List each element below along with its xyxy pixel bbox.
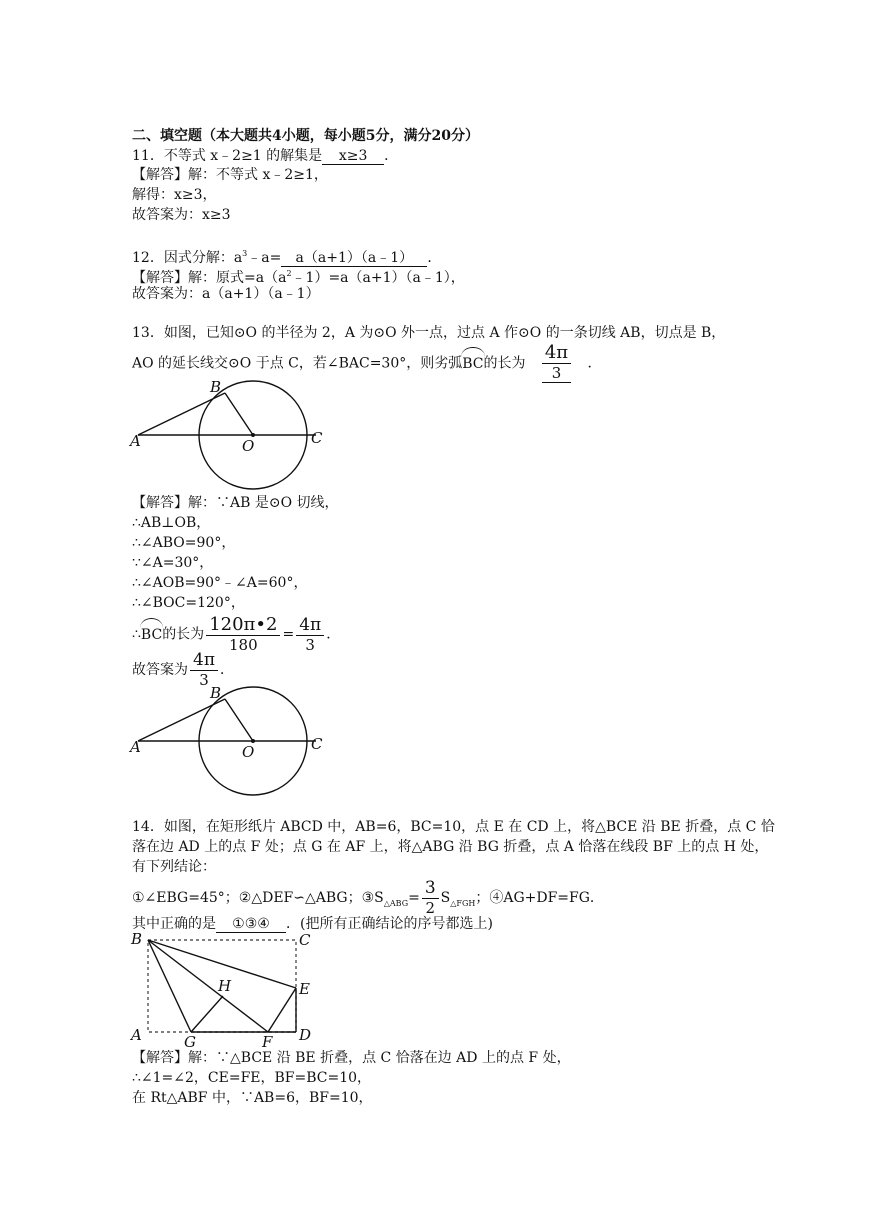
q12-mid: ﹣a=	[247, 250, 282, 266]
label-h: H	[218, 977, 232, 995]
q11-solution-line: 故答案为：x≥3	[132, 207, 231, 223]
q14-option-text: ①∠EBG=45°；②△DEF∽△ABG；③S	[132, 890, 384, 906]
q13-solution-line: 【解答】解：∵AB 是⊙O 切线，	[132, 495, 339, 511]
segment-bf	[148, 940, 268, 1032]
q12-prefix: 12．因式分解：a	[132, 250, 243, 266]
q12-suffix: ．	[427, 250, 442, 266]
equals-sign: =	[282, 626, 295, 643]
radius-ob	[225, 393, 253, 435]
q13-period: ．	[587, 355, 602, 372]
segment-bg	[148, 940, 191, 1032]
segment-gh	[191, 996, 223, 1032]
q13-solution-line: ∴AB⊥OB，	[132, 515, 211, 531]
label-e: E	[299, 980, 310, 998]
label-a: A	[130, 738, 141, 756]
label-c: C	[311, 429, 323, 447]
equals-sign: =	[408, 890, 420, 906]
arc-bc: BC	[462, 349, 483, 375]
fraction-numerator: 4π	[190, 652, 218, 671]
q11-solution-line: 【解答】解：不等式 x﹣2≥1，	[132, 167, 328, 183]
fraction-numerator: 4π	[296, 617, 324, 636]
q14-solution-line: 在 Rt△ABF 中，∵AB=6，BF=10，	[132, 1090, 373, 1106]
q13-question-line: 13．如图，已知⊙O 的半径为 2，A 为⊙O 外一点，过点 A 作⊙O 的一条切线 AB，切点是 B，	[132, 325, 726, 341]
q13-answer-denominator: 3	[551, 364, 562, 382]
radius-ob	[225, 699, 253, 741]
label-o: O	[242, 437, 255, 455]
fraction-numerator: 120π•2	[206, 616, 280, 636]
label-b: B	[210, 684, 222, 702]
q12-exponent: 3	[242, 249, 248, 258]
q12-sol-exponent: 2	[286, 269, 292, 278]
q12-solution-line	[132, 265, 465, 287]
q11-solution-line: 解得：x≥3，	[132, 187, 217, 203]
q14-option-text: S	[440, 890, 451, 906]
q11-prefix: 11．不等式 x﹣2≥1 的解集是	[132, 148, 323, 164]
q14-correct-suffix: ．(把所有正确结论的序号都选上)	[286, 916, 493, 932]
fraction-denominator: 3	[199, 671, 209, 689]
fraction-result	[296, 614, 324, 654]
q13-answer-numerator: 4π	[542, 344, 571, 364]
q12-answer: a（a+1）（a﹣1）	[281, 250, 427, 267]
q14-solution-line: ∴∠1=∠2，CE=FE，BF=BC=10，	[132, 1070, 372, 1086]
q14-answer: ①③④	[216, 916, 286, 933]
q13-circle-figure	[128, 378, 328, 494]
arc-bc: BC	[141, 620, 162, 646]
q13-solution-line: ∴∠BOC=120°，	[132, 595, 245, 611]
q13-period: ．	[326, 626, 341, 643]
q14-correct-prefix: 其中正确的是	[132, 916, 216, 932]
label-a: A	[130, 432, 141, 450]
q13-period: ．	[220, 662, 234, 678]
q14-solution-line: 【解答】解：∵△BCE 沿 BE 折叠，点 C 恰落在边 AD 上的点 F 处，	[132, 1050, 571, 1066]
q11-answer: x≥3	[322, 148, 384, 165]
q12-question	[132, 245, 441, 267]
q13-line2-part: 的长为	[483, 355, 526, 372]
q12-sol-part: 【解答】解：原式=a（a	[132, 270, 287, 286]
q13-circle-figure-repeat	[128, 684, 328, 800]
q13-solution-line: ∴∠AOB=90°﹣∠A=60°，	[132, 575, 308, 591]
label-f: F	[262, 1033, 273, 1048]
q14-options	[132, 880, 604, 917]
label-g: G	[184, 1033, 196, 1048]
q12-sol-part: ﹣1）=a（a+1）（a﹣1），	[291, 270, 465, 286]
fraction-numerator: 3	[422, 880, 439, 899]
q13-solution-line: ∴∠ABO=90°，	[132, 535, 236, 551]
q14-subscript: △ABG	[383, 898, 409, 908]
label-d: D	[299, 1026, 312, 1044]
q14-question-line: 有下列结论：	[132, 859, 216, 875]
label-c: C	[311, 735, 323, 753]
segment-fe	[268, 988, 296, 1032]
label-c: C	[299, 931, 311, 949]
q11-suffix: ．	[384, 148, 399, 164]
q11-question	[132, 147, 398, 165]
q13-solution-arc-length	[132, 616, 340, 653]
fraction-denominator: 3	[305, 635, 315, 654]
label-b: B	[131, 930, 143, 948]
q13-sol-text: 的长为	[162, 626, 205, 643]
tangent-ab	[138, 393, 225, 435]
q13-solution-answer	[132, 652, 234, 688]
fraction-denominator: 180	[229, 636, 258, 654]
q12-solution-line: 故答案为：a（a+1）（a﹣1）	[132, 286, 320, 302]
q14-question-line: 落在边 AD 上的点 F 处；点 G 在 AF 上，将△ABG 沿 BG 折叠，点 A 恰落在线段 BF 上的点 H 处，	[132, 839, 769, 855]
label-a: A	[131, 1026, 142, 1044]
label-o: O	[242, 743, 255, 761]
fraction-denominator: 2	[425, 899, 436, 917]
fraction-arc-formula	[206, 616, 280, 653]
tangent-ab	[138, 699, 225, 741]
q14-option-text: ；④AG+DF=FG．	[475, 890, 604, 906]
q13-therefore: ∴	[132, 626, 141, 643]
q14-question-line: 14．如图，在矩形纸片 ABCD 中，AB=6，BC=10，点 E 在 CD 上，将△BCE 沿 BE 折叠，点 C 恰	[132, 819, 775, 835]
q14-subscript: △FGH	[450, 898, 476, 908]
q13-solution-line: ∵∠A=30°，	[132, 555, 214, 571]
q13-answer-blank	[526, 344, 588, 383]
q13-answer-label: 故答案为	[132, 662, 188, 678]
q13-line2-part: AO 的延长线交⊙O 于点 C，若∠BAC=30°，则劣弧	[132, 355, 463, 372]
section-title: 二、填空题（本大题共4小题，每小题5分，满分20分）	[132, 128, 479, 144]
fraction-three-halves	[422, 880, 439, 916]
label-b: B	[210, 378, 222, 396]
fraction-answer	[190, 652, 218, 688]
q14-rectangle-figure	[128, 930, 318, 1048]
